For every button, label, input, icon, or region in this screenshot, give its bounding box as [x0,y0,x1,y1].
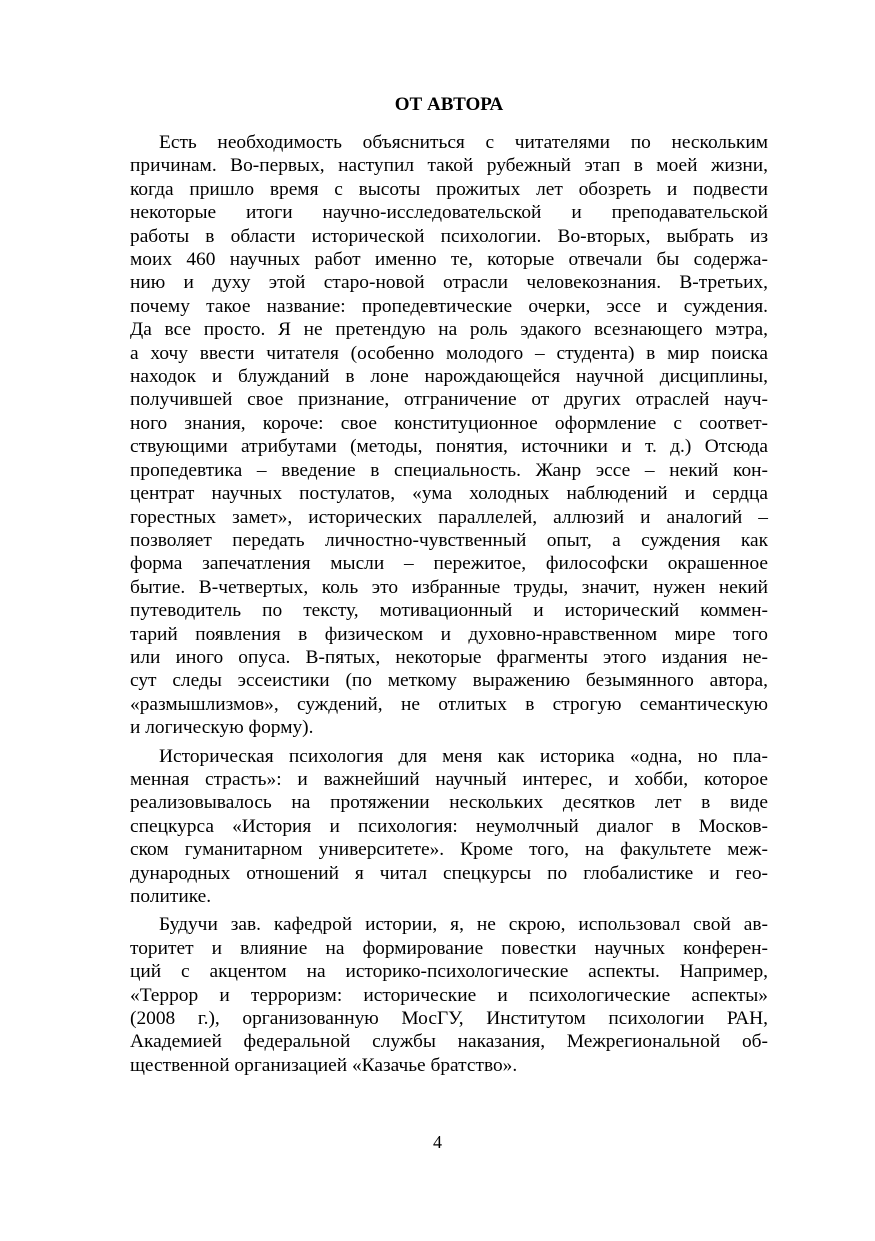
text-line: менная страсть»: и важнейший научный интерес, и хобби, которое [130,768,768,790]
text-line: причинам. Во-первых, наступил такой рубежный этап в моей жизни, [130,155,768,177]
text-line: «размышлизмов», суждений, не отлитых в строгую семантическую [130,693,768,715]
text-line: дународных отношений я читал спецкурсы по глобалистике и гео- [130,862,768,884]
text-line: находок и блужданий в лоне нарождающейся научной дисциплины, [130,366,768,388]
text-line: почему такое название: пропедевтические очерки, эссе и суждения. [130,295,768,317]
text-line: Будучи зав. кафедрой истории, я, не скрою, использовал свой ав- [159,914,768,936]
text-line: получившей свое признание, отграничение от других отраслей науч- [130,389,768,411]
text-line: щественной организацией «Казачье братство». [130,1054,518,1076]
text-line: бытие. В-четвертых, коль это избранные труды, значит, нужен некий [130,576,768,598]
page-body [130,92,768,1082]
text-line: горестных замет», исторических параллелей, аллюзий и аналогий – [130,506,768,528]
paragraph-1 [130,131,768,740]
text-line: а хочу ввести читателя (особенно молодого – студента) в мир поиска [130,342,768,364]
text-line: тарий появления в физическом и духовно-нравственном мире того [130,623,768,645]
text-line: сут следы эссеистики (по меткому выражению безымянного автора, [130,670,768,692]
text-line: ском гуманитарном университете». Кроме того, на факультете меж- [130,839,768,861]
text-line: ного знания, короче: свое конституционное оформление с соответ- [130,412,768,434]
text-line: ствующими атрибутами (методы, понятия, источники и т. д.) Отсюда [130,436,768,458]
text-line: торитет и влияние на формирование повестки научных конферен- [130,937,768,959]
text-line: форма запечатления мысли – пережитое, философски окрашенное [130,553,768,575]
paragraph-3 [130,913,768,1077]
text-line: (2008 г.), организованную МосГУ, Институтом психологии РАН, [130,1008,768,1030]
text-line: пропедевтика – введение в специальность. Жанр эссе – некий кон- [130,459,768,481]
text-line: Есть необходимость объясниться с читателями по нескольким [159,132,768,153]
text-line: нию и духу этой старо-новой отрасли человекознания. В-третьих, [130,272,768,294]
text-line: позволяет передать личностно-чувственный опыт, а суждения как [130,529,768,551]
text-line: путеводитель по тексту, мотивационный и исторический коммен- [130,600,768,622]
text-line: «Террор и терроризм: исторические и психологические аспекты» [130,984,768,1006]
page-number: 4 [433,1132,442,1152]
text-line: Академией федеральной службы наказания, Межрегиональной об- [130,1031,768,1053]
text-line: когда пришло время с высоты прожитых лет обозреть и подвести [130,178,768,200]
text-line: работы в области исторической психологии. Во-вторых, выбрать из [130,225,768,247]
text-line: Историческая психология для меня как историка «одна, но пла- [159,745,768,767]
text-line: или иного опуса. В-пятых, некоторые фрагменты этого издания не- [130,646,768,668]
text-line: политике. [130,886,212,907]
text-line: некоторые итоги научно-исследовательской и преподавательской [130,202,768,224]
text-line: реализовывалось на протяжении нескольких десятков лет в виде [130,792,768,814]
text-line: ций с акцентом на историко-психологические аспекты. Например, [130,961,768,983]
text-line: спецкурса «История и психология: неумолчный диалог в Москов- [130,815,768,837]
text-line: и логическую форму). [130,717,314,739]
page-title: ОТ АВТОРА [394,94,504,115]
text-line: центрат научных постулатов, «ума холодных наблюдений и сердца [130,483,768,505]
text-line: Да все просто. Я не претендую на роль эдакого всезнающего мэтра, [130,319,768,341]
paragraph-2 [130,745,768,909]
text-line: моих 460 научных работ именно те, которые отвечали бы содержа- [130,249,768,271]
